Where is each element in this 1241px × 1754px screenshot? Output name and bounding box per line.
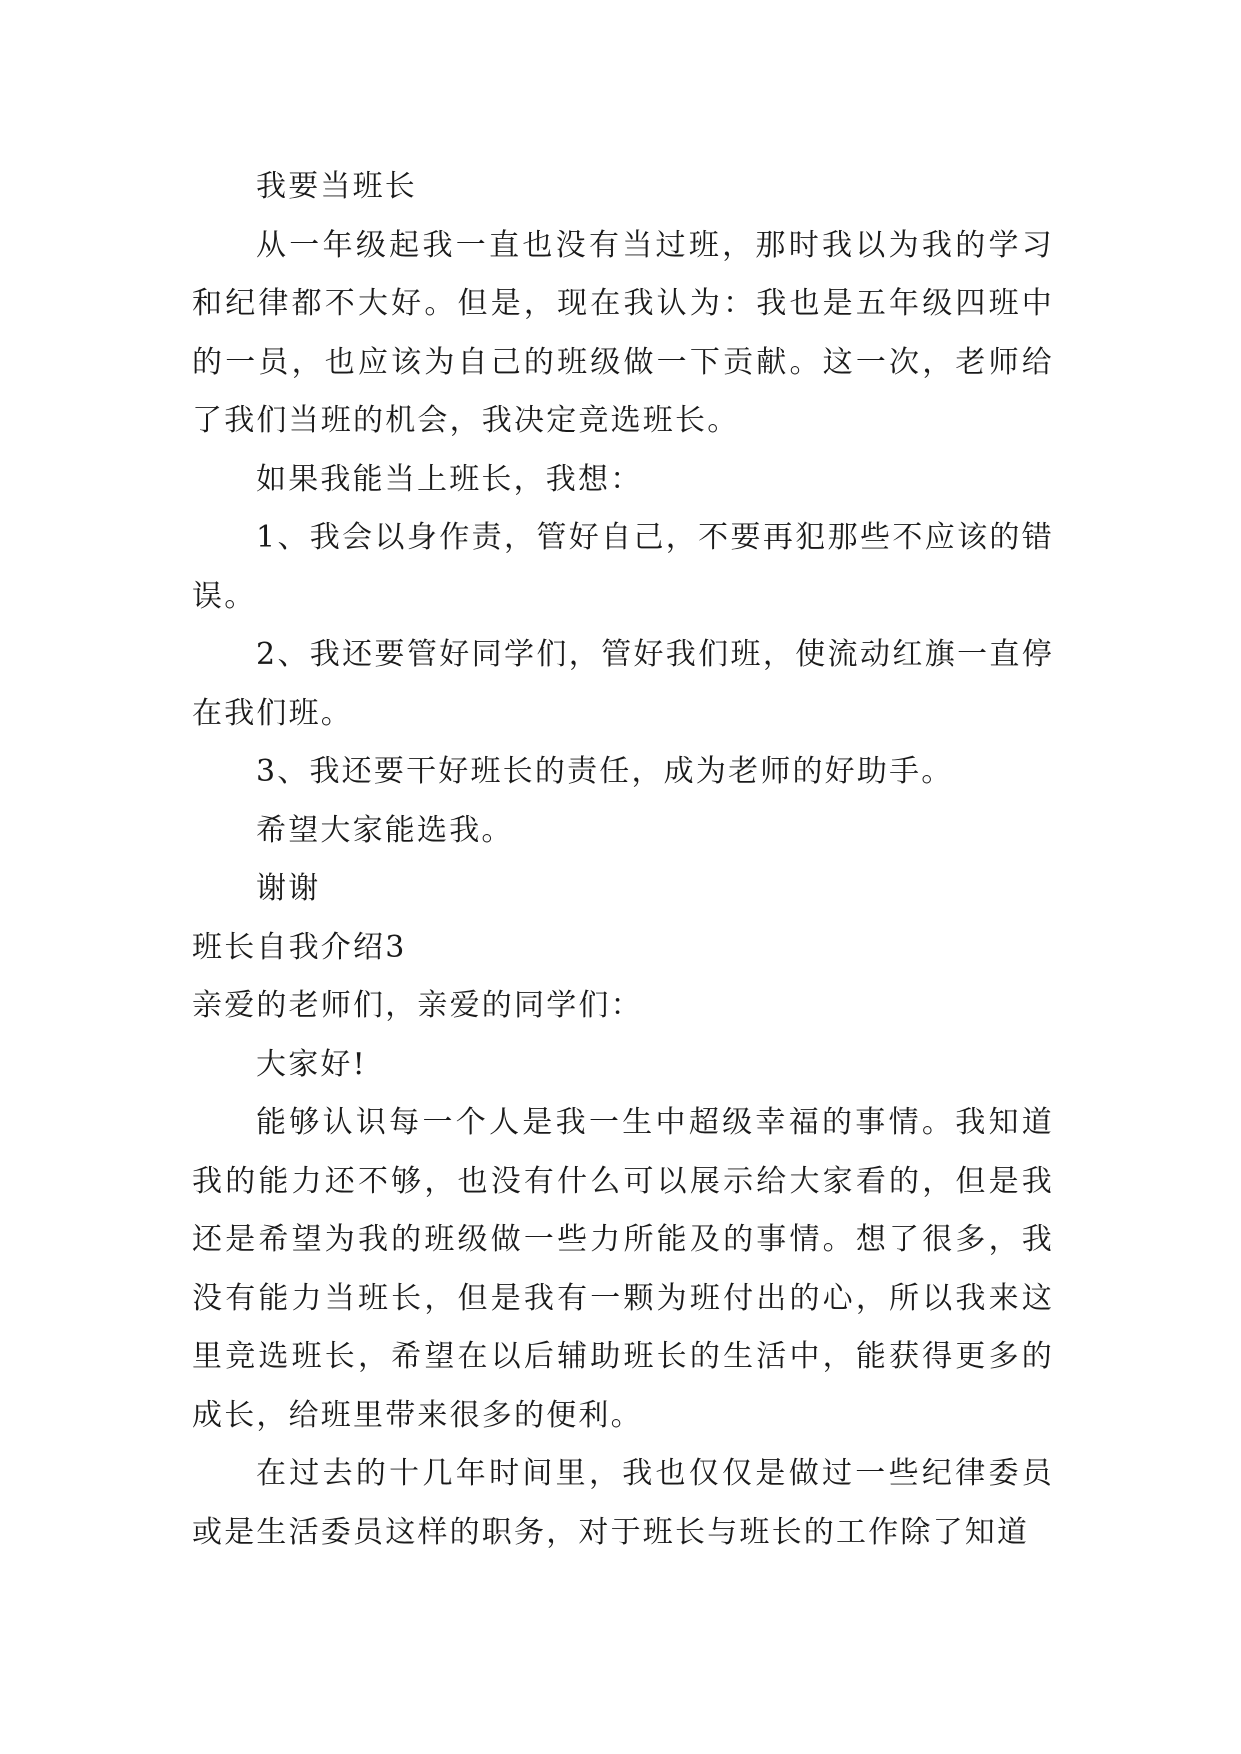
paragraph: 在过去的十几年时间里，我也仅仅是做过一些纪律委员或是生活委员这样的职务，对于班长与班长的工作除了知道 [192, 1456, 1054, 1550]
section-heading: 班长自我介绍3 [192, 929, 407, 965]
paragraph: 从一年级起我一直也没有当过班，那时我以为我的学习和纪律都不大好。但是，现在我认为：我也是五年级四班中的一员，也应该为自己的班级做一下贡献。这一次，老师给了我们当班的机会，我决定竞选班长。 [192, 227, 1054, 438]
paragraph: 能够认识每一个人是我一生中超级幸福的事情。我知道我的能力还不够，也没有什么可以展示给大家看的，但是我还是希望为我的班级做一些力所能及的事情。想了很多，我没有能力当班长，但是我有一颗为班付出的心，所以我来这里竞选班长，希望在以后辅助班长的生活中，能获得更多的成长，给班里带来很多的便利。 [192, 1105, 1054, 1433]
salutation: 亲爱的老师们，亲爱的同学们： [192, 988, 643, 1023]
paragraph: 如果我能当上班长，我想： [256, 461, 643, 497]
list-item: 1、我会以身作责，管好自己，不要再犯那些不应该的错误。 [192, 520, 1054, 614]
list-item: 2、我还要管好同学们，管好我们班，使流动红旗一直停在我们班。 [192, 637, 1054, 731]
list-item: 3、我还要干好班长的责任，成为老师的好助手。 [256, 754, 954, 789]
paragraph: 谢谢 [256, 871, 321, 906]
section-title: 我要当班长 [256, 169, 417, 204]
paragraph: 希望大家能选我。 [256, 812, 514, 848]
greeting: 大家好! [256, 1046, 367, 1082]
document-body [192, 158, 1054, 1562]
